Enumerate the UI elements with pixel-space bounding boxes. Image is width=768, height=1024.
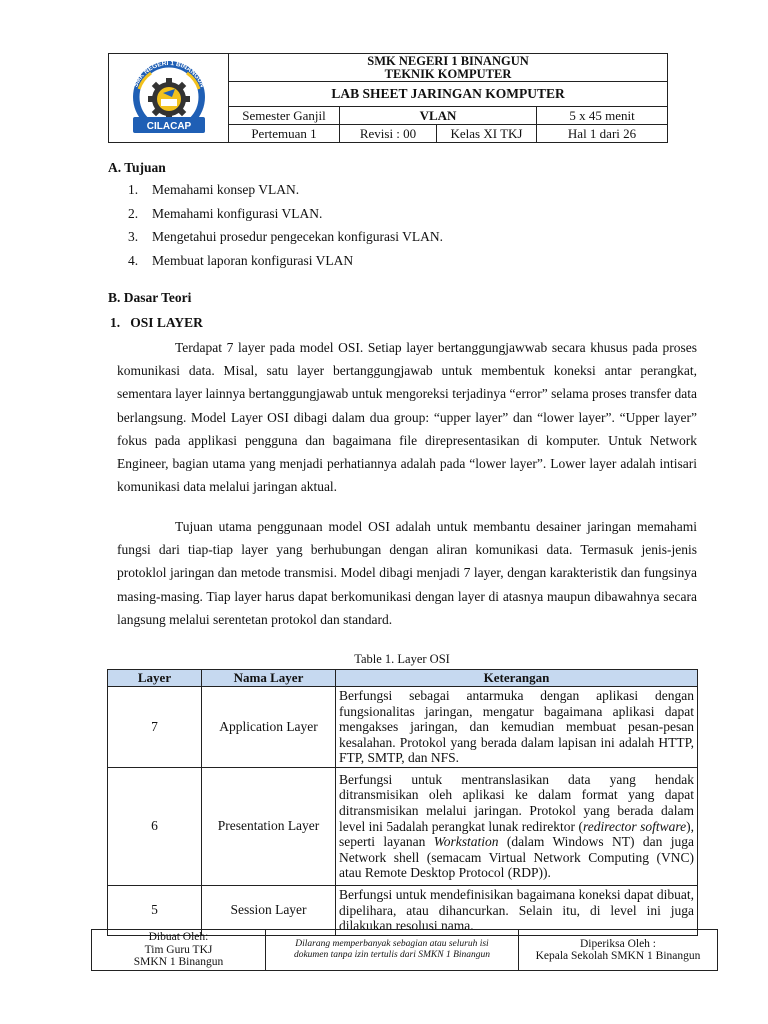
layer-name: Session Layer — [202, 885, 336, 935]
column-header: Keterangan — [336, 670, 698, 687]
topic-cell: VLAN — [340, 107, 537, 125]
column-header: Layer — [108, 670, 202, 687]
department-name: TEKNIK KOMPUTER — [384, 66, 512, 81]
section-a-heading: A. Tujuan — [108, 160, 166, 175]
list-item: 4. Membuat laporan konfigurasi VLAN — [128, 252, 354, 268]
footer-checked-by: Diperiksa Oleh : Kepala Sekolah SMKN 1 Binangun — [519, 930, 718, 971]
list-item: 1. Memahami konsep VLAN. — [128, 182, 300, 197]
osi-layer-heading: 1. OSI LAYER — [110, 315, 203, 330]
document-footer — [91, 929, 718, 971]
logo-top-text: SMK NEGERI 1 BINANGUN — [131, 59, 206, 89]
list-item: 2. Memahami konfigurasi VLAN. — [128, 205, 323, 221]
paragraph-osi-purpose: Tujuan utama penggunaan model OSI adalah untuk membantu desainer jaringan memahami fungsi dari tiap-tiap layer yang berhubungan dengan aliran komunikasi data. Termasuk jenis-jenis protoklol jaringan dan metode transmisi. Model dibagi menjadi 7 layer, dengan karakteristik dan fungsinya masing-masing. Tiap layer harus dapat berkomunikasi dengan layer di atasnya maupun dibawahnya secara langsung melalui serentetan protokol dan standard. — [117, 519, 697, 627]
table-row — [108, 687, 698, 768]
document-header — [108, 53, 668, 143]
class-cell: Kelas XI TKJ — [437, 125, 537, 143]
logo-bottom-text: CILACAP — [146, 121, 191, 132]
footer-made-by: Dibuat Oleh: Tim Guru TKJ SMKN 1 Binangun — [92, 930, 266, 971]
column-header: Nama Layer — [202, 670, 336, 687]
layer-description: Berfungsi sebagai antarmuka dengan aplikasi dengan fungsionalitas jaringan, mengatur bagaimana aplikasi dapat mengakses jaringan, dan kemudian membuat pesan-pesan kesalahan. Protokol yang berada dalam lapisan ini adalah HTTP, FTP, SMTP, dan NFS. — [336, 687, 698, 768]
sheet-title: LAB SHEET JARINGAN KOMPUTER — [229, 82, 668, 107]
table-row — [108, 885, 698, 935]
page-number-cell: Hal 1 dari 26 — [537, 125, 668, 143]
duration-cell: 5 x 45 menit — [537, 107, 668, 125]
logo-cell — [109, 54, 229, 143]
table-caption: Table 1. Layer OSI — [354, 652, 450, 666]
table-row — [108, 767, 698, 885]
objectives-list — [128, 182, 443, 276]
layer-name: Application Layer — [202, 687, 336, 768]
layer-description: Berfungsi untuk mendefinisikan bagaimana koneksi dapat dibuat, dipelihara, atau dihancurkan. Selain itu, di level ini juga dilakukan resolusi nama. — [336, 885, 698, 935]
layer-number: 5 — [108, 885, 202, 935]
semester-cell: Semester Ganjil — [229, 107, 340, 125]
school-name-cell — [229, 54, 668, 82]
school-name: SMK NEGERI 1 BINANGUN — [367, 53, 529, 68]
layer-number: 6 — [108, 767, 202, 885]
meeting-cell: Pertemuan 1 — [229, 125, 340, 143]
list-item: 3. Mengetahui prosedur pengecekan konfigurasi VLAN. — [128, 229, 444, 244]
revision-cell: Revisi : 00 — [340, 125, 437, 143]
layer-name: Presentation Layer — [202, 767, 336, 885]
section-b-heading: B. Dasar Teori — [108, 290, 192, 305]
school-logo — [117, 59, 221, 137]
layer-number: 7 — [108, 687, 202, 768]
layer-description: Berfungsi untuk mentranslasikan data yang hendak ditransmisikan oleh aplikasi ke dalam format yang dapat ditransmisikan melalui jaringan. Protokol yang berada dalam level ini 5adalah perangkat lunak redirektor (redirector software), seperti layanan Workstation (dalam Windows NT) dan juga Network shell (semacam Virtual Network Computing (VNC) atau Remote Desktop Protocol (RDP)). — [336, 767, 698, 885]
osi-layer-table — [107, 669, 698, 936]
paragraph-osi-intro: Terdapat 7 layer pada model OSI. Setiap layer bertanggungjawwab secara khusus pada proses komunikasi data. Misal, satu layer bertanggungjawab untuk membentuk koneksi antar perangkat, sementara layer lainnya bertanggungjawab untuk mengoreksi terjadinya “error” selama proses transfer data berlangsung. Model Layer OSI dibagi dalam dua group: “upper layer” dan “lower layer”. “Upper layer” fokus pada applikasi pengguna dan bagaimana file direpresentasikan di komputer. Untuk Network Engineer, bagian utama yang menjadi perhatiannya adalah pada “lower layer”. Lower layer adalah intisari komunikasi data melalui jaringan aktual. — [117, 340, 697, 495]
footer-copyright-notice: Dilarang memperbanyak sebagian atau seluruh isi dokumen tanpa izin tertulis dari SMKN 1 Binangun — [266, 930, 519, 971]
